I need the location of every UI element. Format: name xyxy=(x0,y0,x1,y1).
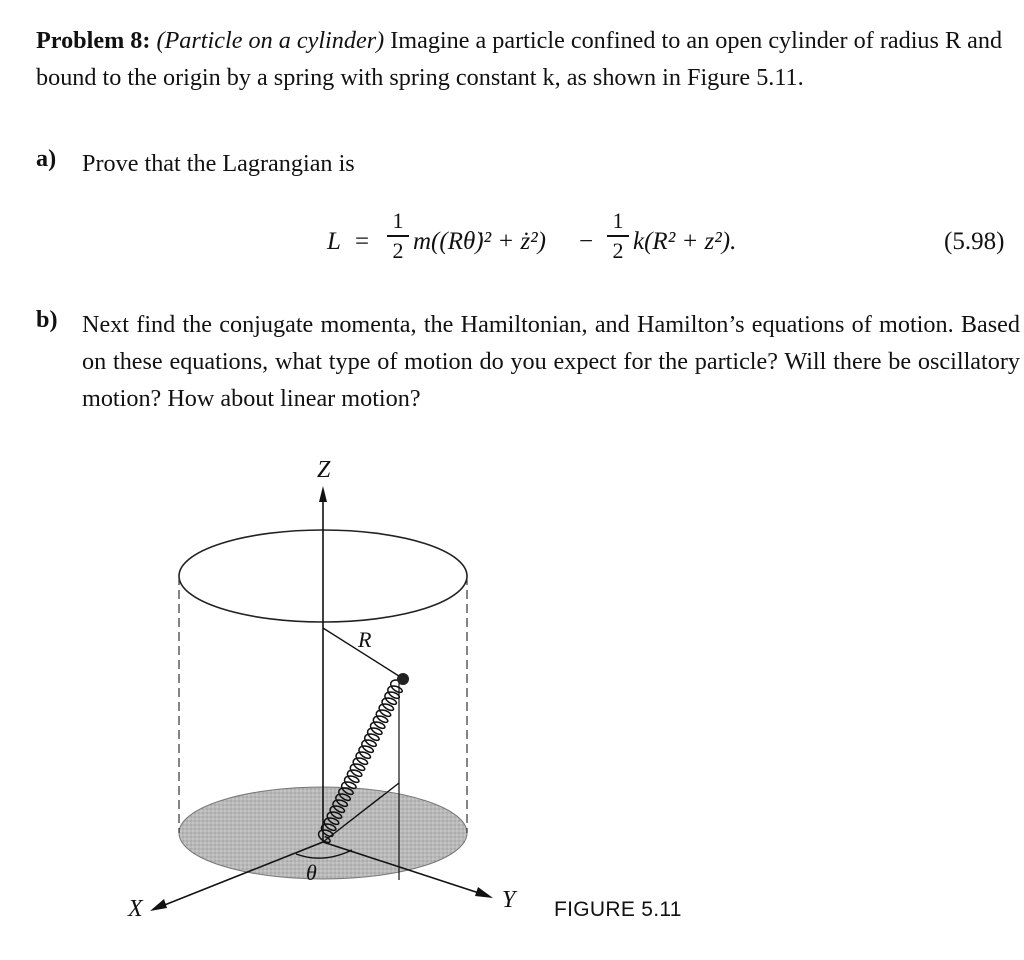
eq-half-2-bar xyxy=(607,235,629,237)
radius-label: R xyxy=(358,627,372,652)
eq-equals: = xyxy=(355,228,370,255)
eq-half-1-num: 1 xyxy=(392,208,404,233)
problem-statement xyxy=(36,22,1021,96)
eq-half-1-bar xyxy=(387,235,409,237)
eq-term1: m((Rθ̇)² + ż²) xyxy=(413,228,546,255)
eq-minus: − xyxy=(579,228,594,255)
part-a-text: Prove that the Lagrangian is xyxy=(82,150,355,177)
eq-half-2-num: 1 xyxy=(612,208,624,233)
part-a-label: a) xyxy=(36,145,57,172)
theta-label: θ xyxy=(306,860,317,885)
y-axis-arrowhead xyxy=(475,887,493,898)
part-b-label: b) xyxy=(36,306,58,333)
problem-subtitle: (Particle on a cylinder) xyxy=(156,27,385,54)
eq-half-2-den: 2 xyxy=(612,238,624,263)
figure-caption: FIGURE 5.11 xyxy=(554,898,682,921)
x-axis-arrowhead xyxy=(150,899,167,911)
equation-number: (5.98) xyxy=(944,228,1005,255)
problem-intro: Imagine a particle confined to an open cylinder of radius R and bound to the origin by a spring with spring constant k, as shown in Figure 5.11. xyxy=(36,27,1003,91)
eq-half-2 xyxy=(607,208,629,264)
eq-half-1-den: 2 xyxy=(392,238,404,263)
cylinder-figure xyxy=(120,450,540,920)
x-axis-label: X xyxy=(128,896,143,920)
eq-term2: k(R² + z²). xyxy=(633,228,737,255)
particle xyxy=(397,673,409,685)
problem-title: Problem 8: xyxy=(36,27,151,54)
z-axis-arrowhead xyxy=(319,486,327,502)
eq-lhs: L xyxy=(327,228,341,255)
part-b-text: Next find the conjugate momenta, the Hamiltonian, and Hamilton’s equations of motion. Based on these equations, what type of motion do you expect for the particle? Will there be oscillatory motion? How about linear motion? xyxy=(82,311,1020,412)
z-axis-label: Z xyxy=(317,457,331,483)
eq-half-1 xyxy=(387,208,409,264)
lagrangian-equation xyxy=(327,202,847,282)
y-axis-label: Y xyxy=(502,887,516,913)
